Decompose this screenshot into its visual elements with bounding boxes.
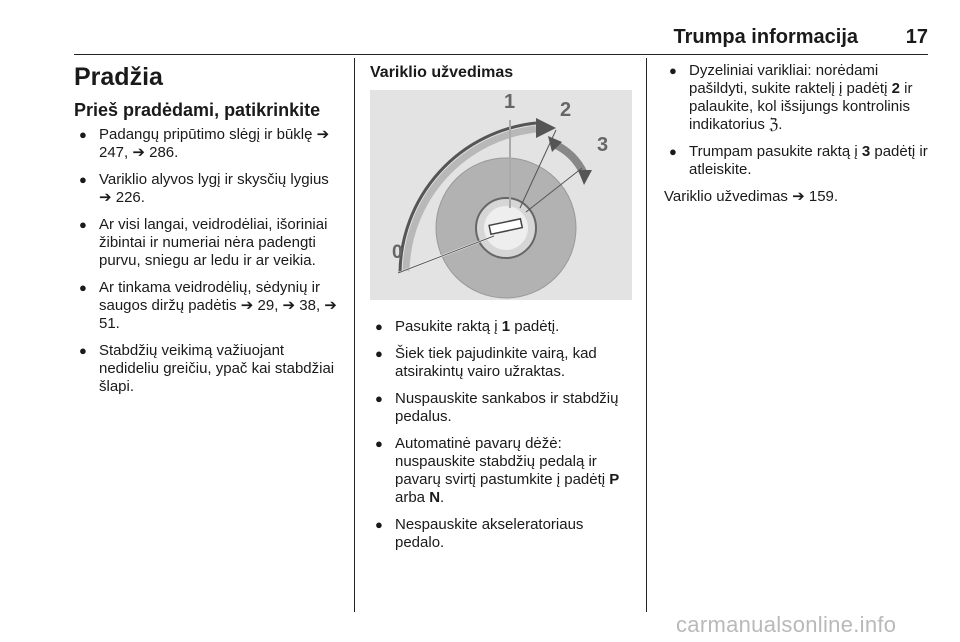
- list-item: ● Nespauskite akseleratoriaus pedalo.: [375, 516, 584, 551]
- page-ref-arrow-icon: ➔: [316, 126, 330, 143]
- bullet-icon: ●: [669, 144, 677, 159]
- list-item: ● Padangų pripūtimo slėgį ir būklę ➔ 247, ➔ 286.: [79, 126, 330, 161]
- section-title: Pradžia: [74, 63, 163, 91]
- list-item: ● Automatinė pavarų dėžė: nuspauskite stabdžių pedalą ir pavarų svirtį pastumkite į padėtį P arba N.: [375, 435, 620, 506]
- page-ref-arrow-icon: ➔: [792, 188, 805, 205]
- page-ref-arrow-icon: ➔: [282, 297, 296, 314]
- page-number: 17: [905, 26, 928, 48]
- column-middle: [370, 62, 632, 561]
- position-label-0: 0: [392, 242, 403, 263]
- page-ref-arrow-icon: ➔: [240, 297, 254, 314]
- list-item: ● Pasukite raktą į 1 padėtį.: [375, 318, 560, 335]
- list-item: ● Trumpam pasukite raktą į 3 padėtį ir atleiskite.: [669, 143, 928, 178]
- header-rule: [74, 54, 928, 55]
- section-subtitle: Prieš pradėdami, patikrinkite: [74, 100, 321, 120]
- page-header: [74, 22, 928, 52]
- page-ref-arrow-icon: ➔: [132, 144, 145, 161]
- bullet-icon: ●: [79, 280, 87, 295]
- cross-reference: Variklio užvedimas ➔ 159.: [664, 188, 839, 205]
- position-label-1: 1: [504, 91, 516, 113]
- bullet-icon: ●: [669, 63, 677, 78]
- list-item: ● Variklio alyvos lygį ir skysčių lygius ➔ 226.: [79, 171, 329, 206]
- bullet-icon: ●: [375, 436, 383, 451]
- bullet-icon: ●: [375, 391, 383, 406]
- header-title: Trumpa informacija: [673, 26, 858, 48]
- list-item: ● Stabdžių veikimą važiuojant nedideliu greičiu, ypač kai stabdžiai šlapi.: [79, 342, 335, 395]
- list-item: ● Ar visi langai, veidrodėliai, išoriniai žibintai ir numeriai nėra padengti purvu, sniegu ar ledu ir ar veikia.: [79, 216, 328, 269]
- preheat-indicator-icon: ℨ: [769, 116, 779, 133]
- list-item: ● Dyzeliniai varikliai: norėdami pašildyti, sukite raktelį į padėtį 2 ir palaukite, kol išsijungs kontrolinis indikatorius ℨ.: [669, 62, 913, 133]
- section-title: Variklio užvedimas: [370, 64, 514, 81]
- bullet-icon: ●: [79, 217, 87, 232]
- list-item: ● Nuspauskite sankabos ir stabdžių pedalus.: [375, 390, 619, 425]
- bullet-icon: ●: [375, 346, 383, 361]
- start-steps: [370, 318, 632, 552]
- column-divider: [646, 58, 647, 612]
- bullet-icon: ●: [375, 517, 383, 532]
- position-label-3: 3: [597, 134, 609, 156]
- page-ref-arrow-icon: ➔: [324, 297, 337, 314]
- bullet-icon: ●: [375, 319, 383, 334]
- bullet-icon: ●: [79, 172, 87, 187]
- checklist: [74, 126, 344, 396]
- column-right: [664, 62, 930, 206]
- position-label-2: 2: [560, 99, 572, 121]
- page-ref-arrow-icon: ➔: [99, 189, 112, 206]
- list-item: ● Šiek tiek pajudinkite vairą, kad atsirakintų vairo užraktas.: [375, 345, 597, 380]
- column-divider: [354, 58, 355, 612]
- bullet-icon: ●: [79, 127, 87, 142]
- watermark: carmanualsonline.info: [676, 612, 897, 637]
- column-left: [74, 62, 344, 405]
- list-item: ● Ar tinkama veidrodėlių, sėdynių ir saugos diržų padėtis ➔ 29, ➔ 38, ➔ 51.: [79, 279, 337, 332]
- ignition-diagram: [370, 90, 632, 300]
- bullet-icon: ●: [79, 343, 87, 358]
- diesel-steps: [664, 62, 930, 179]
